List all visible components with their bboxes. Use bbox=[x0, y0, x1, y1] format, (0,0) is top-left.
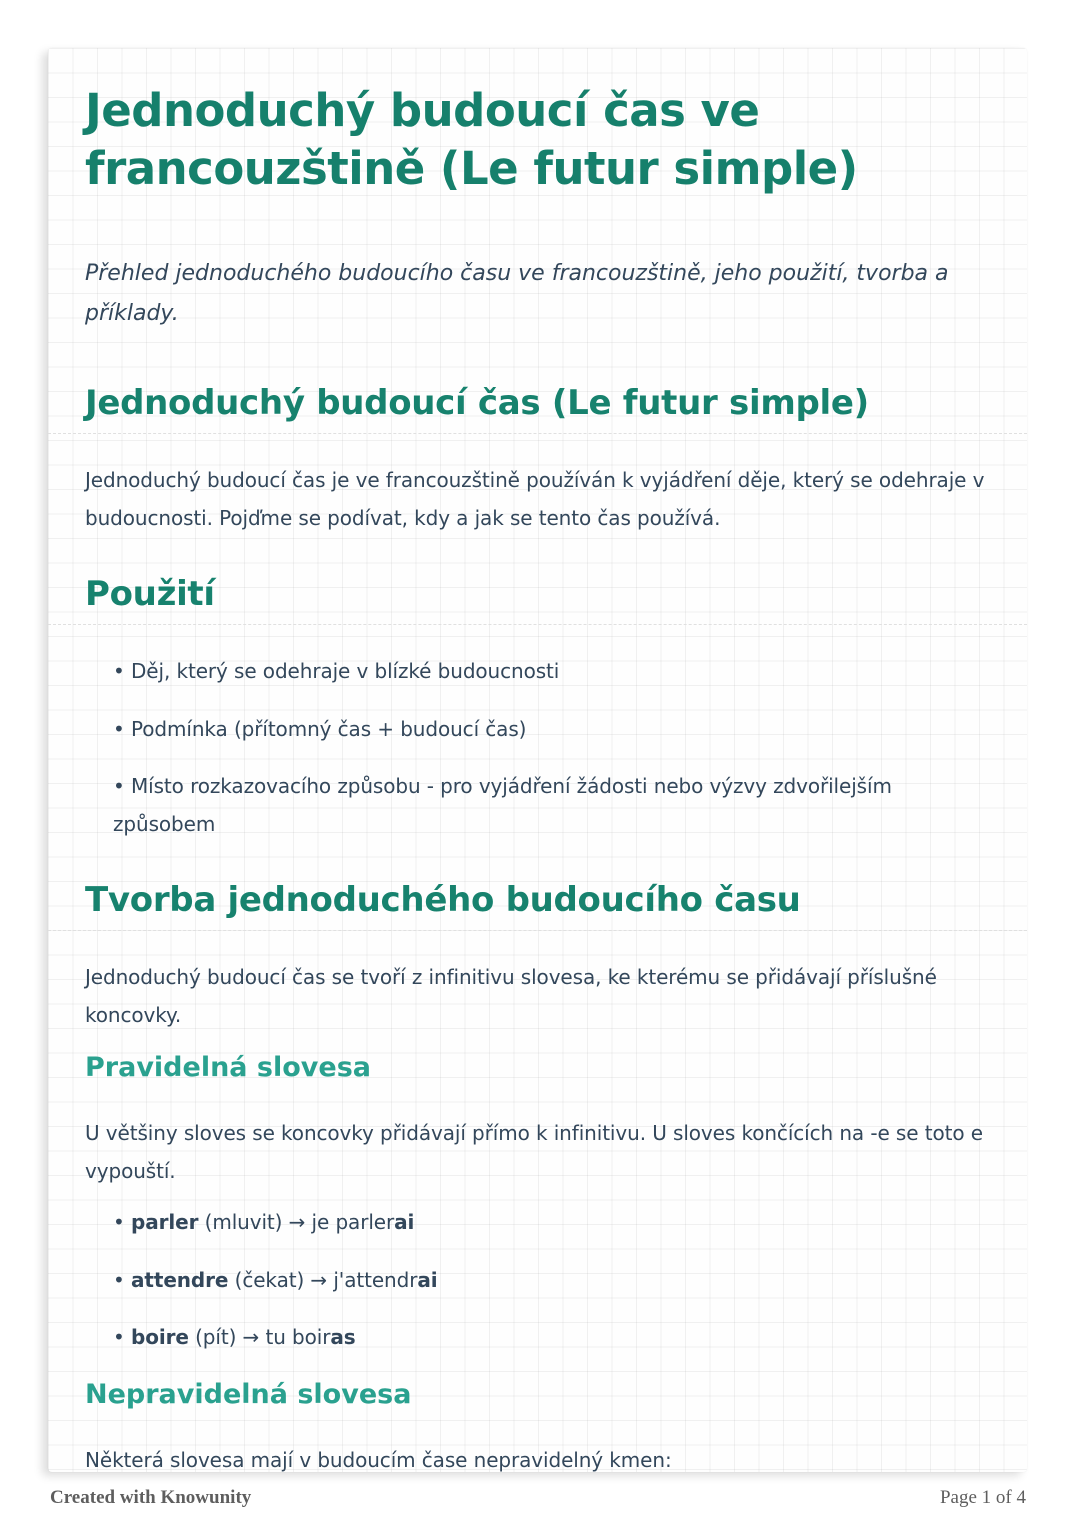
page-subtitle: Přehled jednoduchého budoucího času ve francouzštině, jeho použití, tvorba a příklady. bbox=[85, 261, 949, 326]
footer-page-number: Page 1 of 4 bbox=[939, 1487, 1026, 1508]
example-text: boire (pít) → tu boiras bbox=[131, 1325, 356, 1349]
intro-paragraph: Jednoduchý budoucí čas je ve francouzštině používán k vyjádření děje, který se odehraje v budoucnosti. Pojďme se podívat, kdy a jak se tento čas používá. bbox=[85, 468, 985, 530]
usage-list bbox=[85, 653, 990, 843]
page-footer bbox=[50, 1487, 1026, 1509]
bullet-icon: • bbox=[113, 1267, 125, 1292]
formation-paragraph: Jednoduchý budoucí čas se tvoří z infinitivu slovesa, ke kterému se přidávají příslušné koncovky. bbox=[85, 965, 937, 1027]
example-item bbox=[113, 1319, 990, 1357]
list-item-text: Místo rozkazovacího způsobu - pro vyjádření žádosti nebo výzvy zdvořilejším způsobem bbox=[113, 774, 892, 836]
bullet-icon: • bbox=[113, 716, 125, 741]
list-item-text: Podmínka (přítomný čas + budoucí čas) bbox=[131, 716, 527, 741]
example-item bbox=[113, 1204, 990, 1242]
page-title: Jednoduchý budoucí čas ve francouzštině (Le futur simple) bbox=[85, 84, 858, 195]
list-item bbox=[113, 653, 990, 691]
footer-credit: Created with Knowunity bbox=[50, 1487, 252, 1508]
subsection-heading-regular-verbs: Pravidelná slovesa bbox=[85, 1052, 371, 1083]
bullet-icon: • bbox=[113, 1325, 125, 1349]
list-item bbox=[113, 768, 990, 843]
section-heading-intro: Jednoduchý budoucí čas (Le futur simple) bbox=[48, 382, 1027, 434]
example-text: attendre (čekat) → j'attendrai bbox=[131, 1267, 438, 1292]
list-item bbox=[113, 711, 990, 749]
irregular-verbs-paragraph: Některá slovesa mají v budoucím čase nepravidelný kmen: bbox=[85, 1447, 672, 1472]
regular-verbs-paragraph: U většiny sloves se koncovky přidávají přímo k infinitivu. U sloves končících na -e se toto e vypouští. bbox=[85, 1121, 983, 1183]
example-item bbox=[113, 1262, 990, 1300]
section-heading-usage: Použití bbox=[48, 573, 1027, 625]
bullet-icon: • bbox=[113, 774, 125, 798]
bullet-icon: • bbox=[113, 1210, 125, 1234]
examples-list bbox=[85, 1204, 990, 1357]
section-heading-formation: Tvorba jednoduchého budoucího času bbox=[48, 879, 1027, 931]
example-text: parler (mluvit) → je parlerai bbox=[131, 1210, 415, 1234]
bullet-icon: • bbox=[113, 659, 125, 683]
document-card bbox=[48, 48, 1027, 1472]
subsection-heading-irregular-verbs: Nepravidelná slovesa bbox=[85, 1378, 412, 1410]
list-item-text: Děj, který se odehraje v blízké budoucnosti bbox=[131, 659, 560, 683]
